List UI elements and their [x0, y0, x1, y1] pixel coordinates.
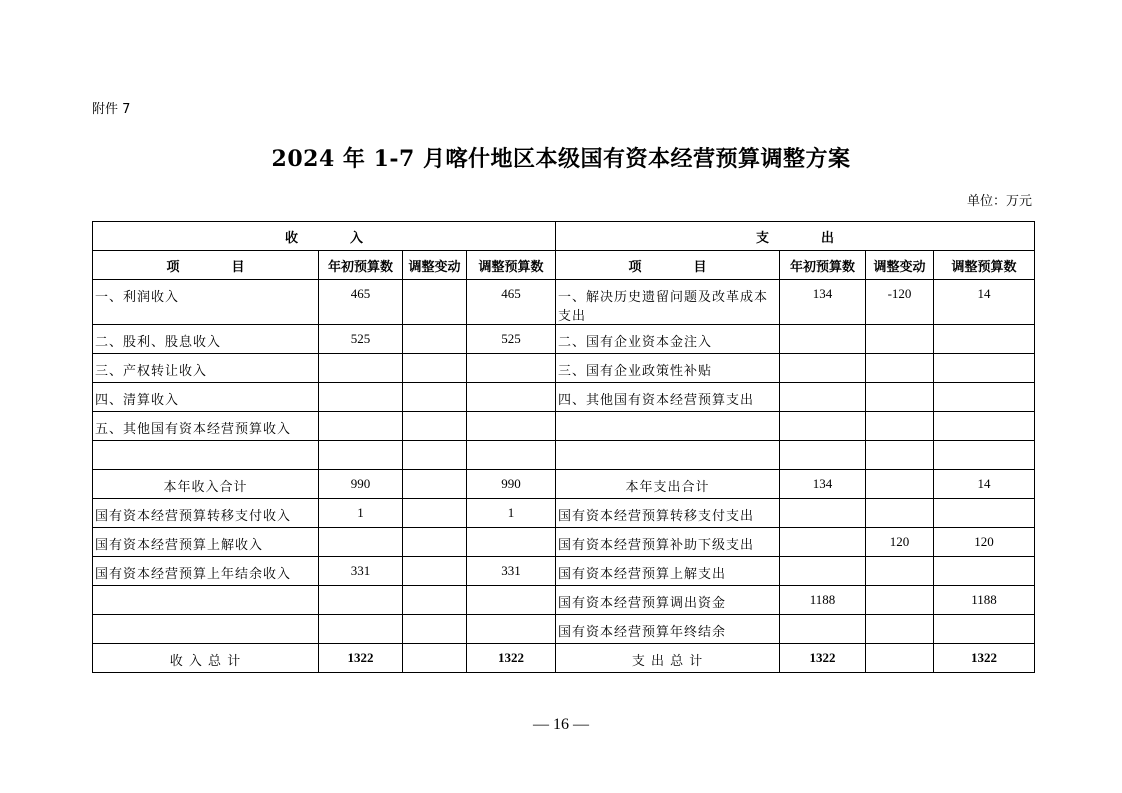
table-row: [93, 412, 1035, 441]
table-row: [93, 499, 1035, 528]
section-header-row: [93, 222, 1035, 251]
expense-initial-cell: 1188: [780, 586, 866, 615]
income-initial-cell: 1: [319, 499, 403, 528]
income-initial-cell: 465: [319, 280, 403, 325]
income-change-cell: [403, 615, 467, 644]
income-adjusted-cell: [467, 586, 556, 615]
income-change-cell: [403, 499, 467, 528]
table-row: [93, 615, 1035, 644]
table-row: [93, 383, 1035, 412]
expense-initial-cell: [780, 528, 866, 557]
income-item-cell: [93, 615, 319, 644]
expense-adjusted-cell: [934, 615, 1035, 644]
expense-initial-cell: [780, 325, 866, 354]
income-initial-cell: 1322: [319, 644, 403, 673]
expense-adjusted-cell: [934, 354, 1035, 383]
income-adjusted-cell: [467, 441, 556, 470]
column-header-row: [93, 251, 1035, 280]
expense-adjusted-cell: 1322: [934, 644, 1035, 673]
expense-item-cell: [556, 441, 780, 470]
income-initial-cell: [319, 354, 403, 383]
expense-adjusted-cell: 14: [934, 280, 1035, 325]
page-number: — 16 —: [533, 716, 589, 733]
expense-initial-cell: [780, 441, 866, 470]
income-change-cell: [403, 470, 467, 499]
income-section-header: 收 入: [93, 222, 556, 251]
income-item-cell: [93, 441, 319, 470]
expense-change-cell: [866, 557, 934, 586]
expense-adjusted-cell: [934, 557, 1035, 586]
expense-change-cell: 120: [866, 528, 934, 557]
expense-change-cell: [866, 644, 934, 673]
expense-item-cell: [556, 412, 780, 441]
expense-change-cell: [866, 586, 934, 615]
expense-change-cell: [866, 383, 934, 412]
expense-item-cell: 国有资本经营预算上解支出: [556, 557, 780, 586]
expense-initial-cell: [780, 615, 866, 644]
income-change-cell: [403, 644, 467, 673]
expense-adjusted-cell: [934, 412, 1035, 441]
expense-adjusted-cell: 1188: [934, 586, 1035, 615]
expense-initial-cell: [780, 412, 866, 441]
income-adjusted-cell: 1322: [467, 644, 556, 673]
expense-initial-cell: 134: [780, 470, 866, 499]
page-title: 2024 年 1-7 月喀什地区本级国有资本经营预算调整方案: [271, 146, 851, 172]
expense-change-cell: [866, 354, 934, 383]
expense-change-cell: [866, 615, 934, 644]
table-row: [93, 325, 1035, 354]
expense-item-cell: 二、国有企业资本金注入: [556, 325, 780, 354]
income-adjusted-cell: 1: [467, 499, 556, 528]
expense-adjusted-cell: [934, 325, 1035, 354]
expense-change-header: 调整变动: [866, 251, 934, 280]
income-initial-cell: [319, 383, 403, 412]
income-adjusted-cell: [467, 354, 556, 383]
expense-initial-cell: [780, 499, 866, 528]
income-change-cell: [403, 557, 467, 586]
income-item-cell: 国有资本经营预算上年结余收入: [93, 557, 319, 586]
expense-initial-cell: 134: [780, 280, 866, 325]
income-adjusted-cell: [467, 383, 556, 412]
income-initial-cell: [319, 615, 403, 644]
expense-adjusted-cell: 14: [934, 470, 1035, 499]
income-item-cell: [93, 586, 319, 615]
expense-change-cell: [866, 441, 934, 470]
table-row: [93, 557, 1035, 586]
income-change-cell: [403, 354, 467, 383]
table-row: [93, 280, 1035, 325]
income-initial-cell: [319, 586, 403, 615]
income-item-cell: 二、股利、股息收入: [93, 325, 319, 354]
expense-item-cell: 三、国有企业政策性补贴: [556, 354, 780, 383]
expense-change-cell: [866, 412, 934, 441]
attachment-label: 附件 7: [92, 102, 131, 117]
expense-initial-cell: [780, 557, 866, 586]
expense-adjusted-cell: [934, 383, 1035, 412]
table-row: [93, 586, 1035, 615]
expense-section-header: 支 出: [556, 222, 1035, 251]
expense-adjusted-cell: 120: [934, 528, 1035, 557]
income-change-cell: [403, 441, 467, 470]
income-item-cell: 五、其他国有资本经营预算收入: [93, 412, 319, 441]
expense-initial-cell: 1322: [780, 644, 866, 673]
expense-adjusted-cell: [934, 499, 1035, 528]
income-initial-cell: [319, 441, 403, 470]
income-item-cell: 收 入 总 计: [93, 644, 319, 673]
expense-item-cell: 支 出 总 计: [556, 644, 780, 673]
income-change-header: 调整变动: [403, 251, 467, 280]
income-change-cell: [403, 586, 467, 615]
income-change-cell: [403, 383, 467, 412]
income-adjusted-cell: [467, 412, 556, 441]
expense-initial-cell: [780, 383, 866, 412]
expense-item-cell: 国有资本经营预算补助下级支出: [556, 528, 780, 557]
income-adjusted-cell: 990: [467, 470, 556, 499]
table-row: [93, 470, 1035, 499]
table-row: [93, 354, 1035, 383]
income-item-cell: 国有资本经营预算转移支付收入: [93, 499, 319, 528]
expense-item-cell: 本年支出合计: [556, 470, 780, 499]
income-item-cell: 本年收入合计: [93, 470, 319, 499]
table-row: [93, 528, 1035, 557]
income-adjusted-cell: 331: [467, 557, 556, 586]
income-initial-cell: [319, 412, 403, 441]
expense-initial-cell: [780, 354, 866, 383]
income-change-cell: [403, 280, 467, 325]
income-adjusted-cell: 465: [467, 280, 556, 325]
income-item-header: 项 目: [93, 251, 319, 280]
income-initial-header: 年初预算数: [319, 251, 403, 280]
income-adjusted-cell: [467, 528, 556, 557]
expense-change-cell: -120: [866, 280, 934, 325]
expense-item-cell: 国有资本经营预算转移支付支出: [556, 499, 780, 528]
table-row: [93, 644, 1035, 673]
expense-initial-header: 年初预算数: [780, 251, 866, 280]
income-adjusted-header: 调整预算数: [467, 251, 556, 280]
expense-item-cell: 国有资本经营预算调出资金: [556, 586, 780, 615]
income-initial-cell: 525: [319, 325, 403, 354]
expense-adjusted-header: 调整预算数: [934, 251, 1035, 280]
unit-label: 单位：万元: [966, 194, 1032, 209]
income-change-cell: [403, 325, 467, 354]
budget-table: [92, 221, 1035, 673]
expense-item-cell: 四、其他国有资本经营预算支出: [556, 383, 780, 412]
income-item-cell: 一、利润收入: [93, 280, 319, 325]
table-row: [93, 441, 1035, 470]
expense-item-header: 项 目: [556, 251, 780, 280]
income-item-cell: 三、产权转让收入: [93, 354, 319, 383]
expense-change-cell: [866, 325, 934, 354]
expense-change-cell: [866, 499, 934, 528]
income-initial-cell: 331: [319, 557, 403, 586]
income-item-cell: 国有资本经营预算上解收入: [93, 528, 319, 557]
income-adjusted-cell: [467, 615, 556, 644]
income-adjusted-cell: 525: [467, 325, 556, 354]
expense-change-cell: [866, 470, 934, 499]
expense-item-cell: 一、解决历史遗留问题及改革成本支出: [556, 280, 780, 325]
income-initial-cell: [319, 528, 403, 557]
income-item-cell: 四、清算收入: [93, 383, 319, 412]
income-change-cell: [403, 528, 467, 557]
income-change-cell: [403, 412, 467, 441]
expense-item-cell: 国有资本经营预算年终结余: [556, 615, 780, 644]
income-initial-cell: 990: [319, 470, 403, 499]
expense-adjusted-cell: [934, 441, 1035, 470]
